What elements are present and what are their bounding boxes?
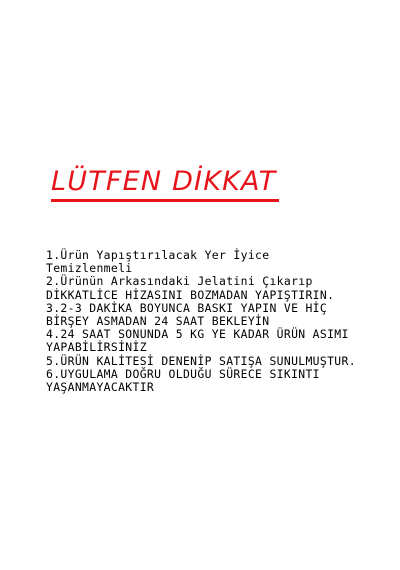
instruction-line: 6.UYGULAMA DOĞRU OLDUĞU SÜRECE SIKINTI — [46, 366, 320, 381]
instruction-line: 2.Ürünün Arkasındaki Jelatini Çıkarıp — [46, 274, 313, 289]
instruction-line: YAŞANMAYACAKTIR — [46, 380, 155, 395]
instruction-line: DİKKATLİCE HİZASINI BOZMADAN YAPIŞTIRIN. — [46, 287, 335, 302]
instruction-line: 3.2-3 DAKİKA BOYUNCA BASKI YAPIN VE HİÇ — [46, 300, 328, 315]
instruction-line: 5.ÜRÜN KALİTESİ DENENİP SATIŞA SUNULMUŞTUR. — [46, 353, 356, 368]
title-underline — [51, 199, 279, 202]
instruction-list — [46, 249, 398, 394]
instruction-line: 1.Ürün Yapıştırılacak Yer İyice — [46, 248, 270, 262]
instruction-line: YAPABİLİRSİNİZ — [46, 340, 147, 355]
warning-title: LÜTFEN DİKKAT — [51, 166, 277, 197]
instruction-line: Temizlenmeli — [46, 261, 133, 276]
instruction-line: 4.24 SAAT SONUNDA 5 KG YE KADAR ÜRÜN ASIMI — [46, 327, 349, 342]
instruction-line: BİRŞEY ASMADAN 24 SAAT BEKLEYİN — [46, 314, 270, 329]
